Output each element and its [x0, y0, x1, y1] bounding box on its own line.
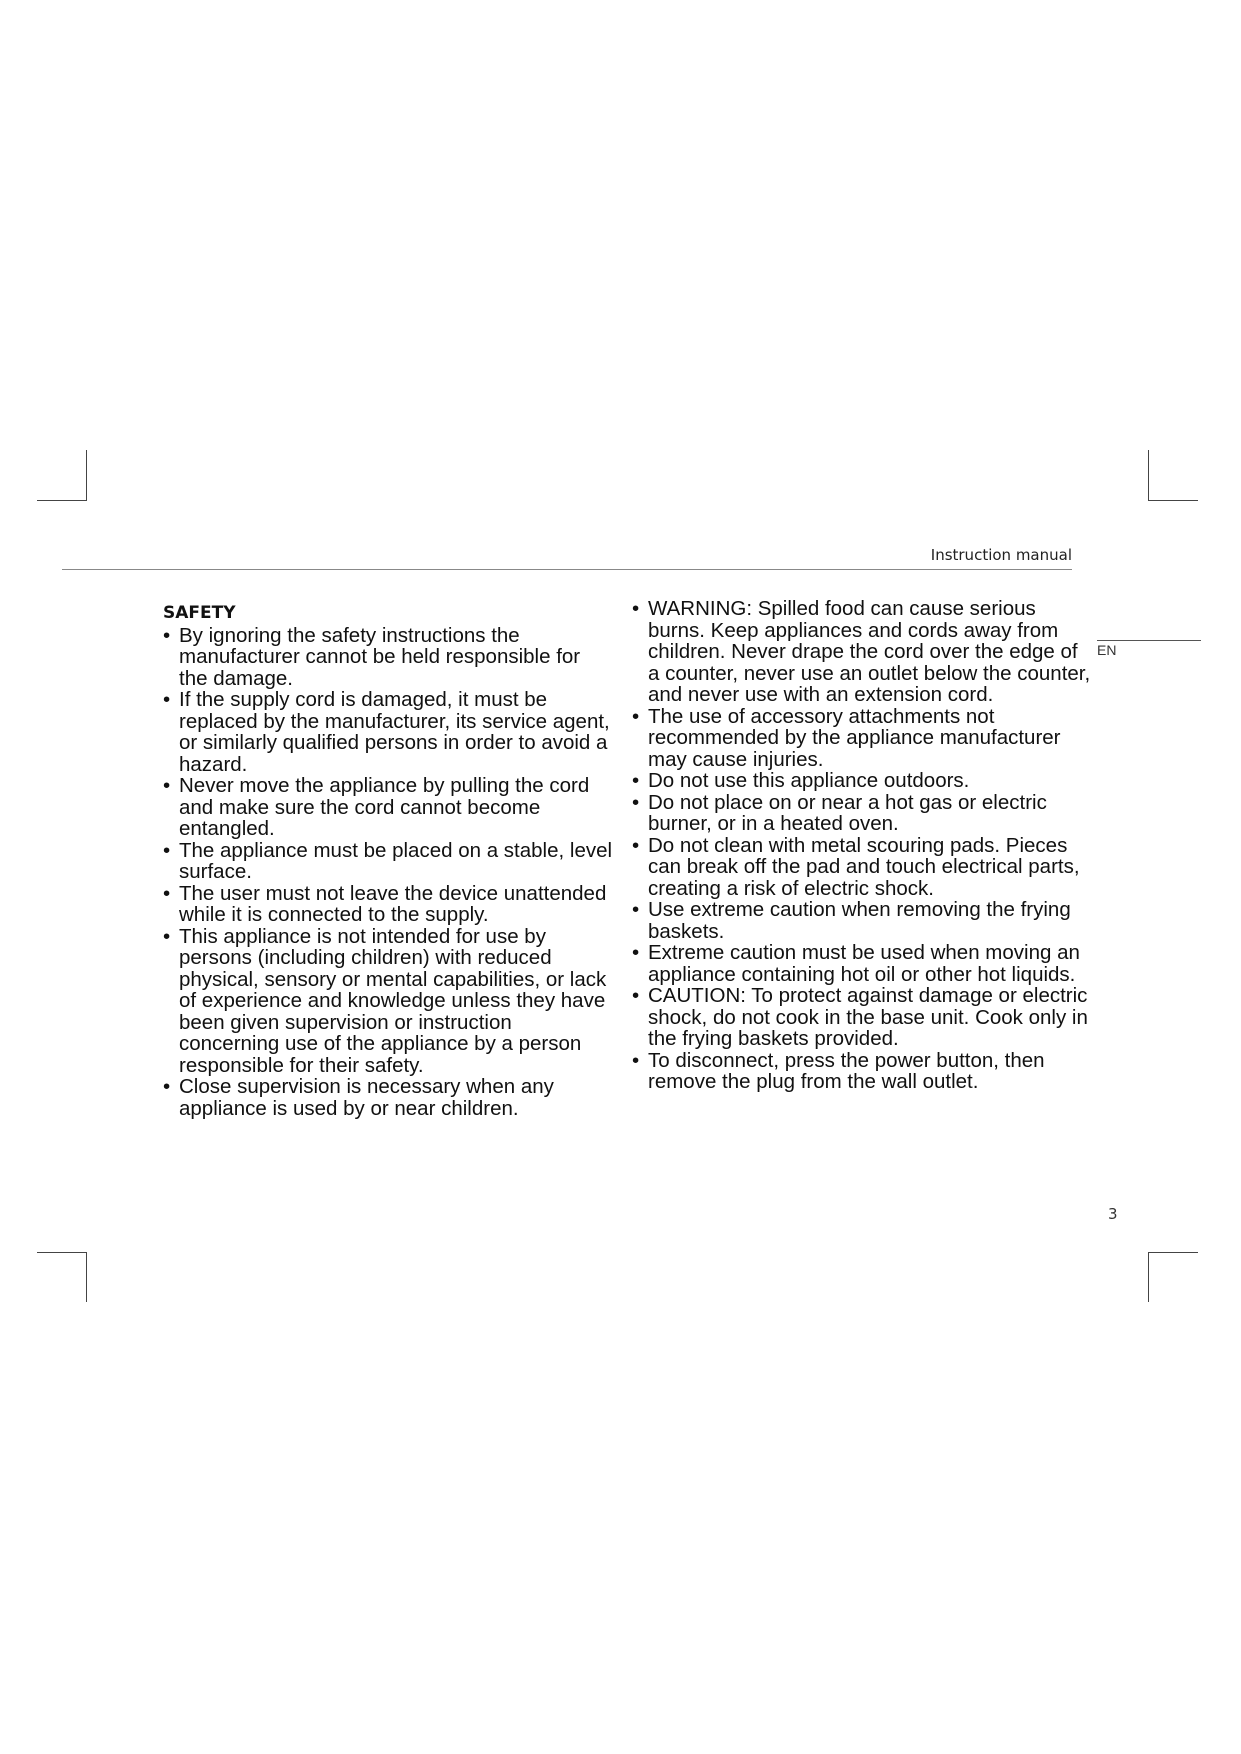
crop-mark-top-right-v [1148, 450, 1149, 500]
safety-right-column [632, 598, 1092, 1093]
safety-item: • To disconnect, press the power button, then remove the plug from the wall outlet. [632, 1050, 1092, 1093]
safety-item: • Extreme caution must be used when moving an appliance containing hot oil or other hot liquids. [632, 942, 1092, 985]
safety-item: • Do not use this appliance outdoors. [632, 770, 1092, 792]
header-title: Instruction manual [930, 546, 1072, 564]
safety-item: • CAUTION: To protect against damage or electric shock, do not cook in the base unit. Cook only in the frying baskets provided. [632, 985, 1092, 1050]
crop-mark-top-left-h [37, 500, 87, 501]
safety-heading: SAFETY [163, 603, 236, 623]
crop-mark-bottom-left-v [86, 1252, 87, 1302]
crop-mark-top-right-h [1148, 500, 1198, 501]
language-tab-divider [1097, 640, 1201, 641]
safety-list-right [632, 598, 1092, 1093]
safety-item: • The appliance must be placed on a stable, level surface. [163, 840, 613, 883]
crop-mark-bottom-right-h [1148, 1252, 1198, 1253]
safety-item: • The use of accessory attachments not recommended by the appliance manufacturer may cause injuries. [632, 706, 1092, 771]
safety-item: • By ignoring the safety instructions the manufacturer cannot be held responsible for the damage. [163, 625, 613, 690]
safety-left-column [163, 600, 613, 1119]
safety-list-left [163, 625, 613, 1120]
safety-item: • WARNING: Spilled food can cause serious burns. Keep appliances and cords away from children. Never drape the cord over the edge of a counter, never use an outlet below the counter, and never use with an extension cord. [632, 598, 1092, 706]
safety-item: • Never move the appliance by pulling the cord and make sure the cord cannot become entangled. [163, 775, 613, 840]
safety-item: • The user must not leave the device unattended while it is connected to the supply. [163, 883, 613, 926]
page-number: 3 [1108, 1205, 1118, 1223]
crop-mark-bottom-right-v [1148, 1252, 1149, 1302]
safety-item: • Do not clean with metal scouring pads. Pieces can break off the pad and touch electrical parts, creating a risk of electric shock. [632, 835, 1092, 900]
safety-item: • This appliance is not intended for use by persons (including children) with reduced physical, sensory or mental capabilities, or lack of experience and knowledge unless they have been given supervision or instruction concerning use of the appliance by a person responsible for their safety. [163, 926, 613, 1077]
safety-item: • Use extreme caution when removing the frying baskets. [632, 899, 1092, 942]
header-divider [62, 569, 1072, 570]
safety-item: • Close supervision is necessary when any appliance is used by or near children. [163, 1076, 613, 1119]
safety-item: • If the supply cord is damaged, it must be replaced by the manufacturer, its service agent, or similarly qualified persons in order to avoid a hazard. [163, 689, 613, 775]
language-tab-label: EN [1097, 642, 1117, 658]
crop-mark-top-left-v [86, 450, 87, 500]
crop-mark-bottom-left-h [37, 1252, 87, 1253]
safety-item: • Do not place on or near a hot gas or electric burner, or in a heated oven. [632, 792, 1092, 835]
